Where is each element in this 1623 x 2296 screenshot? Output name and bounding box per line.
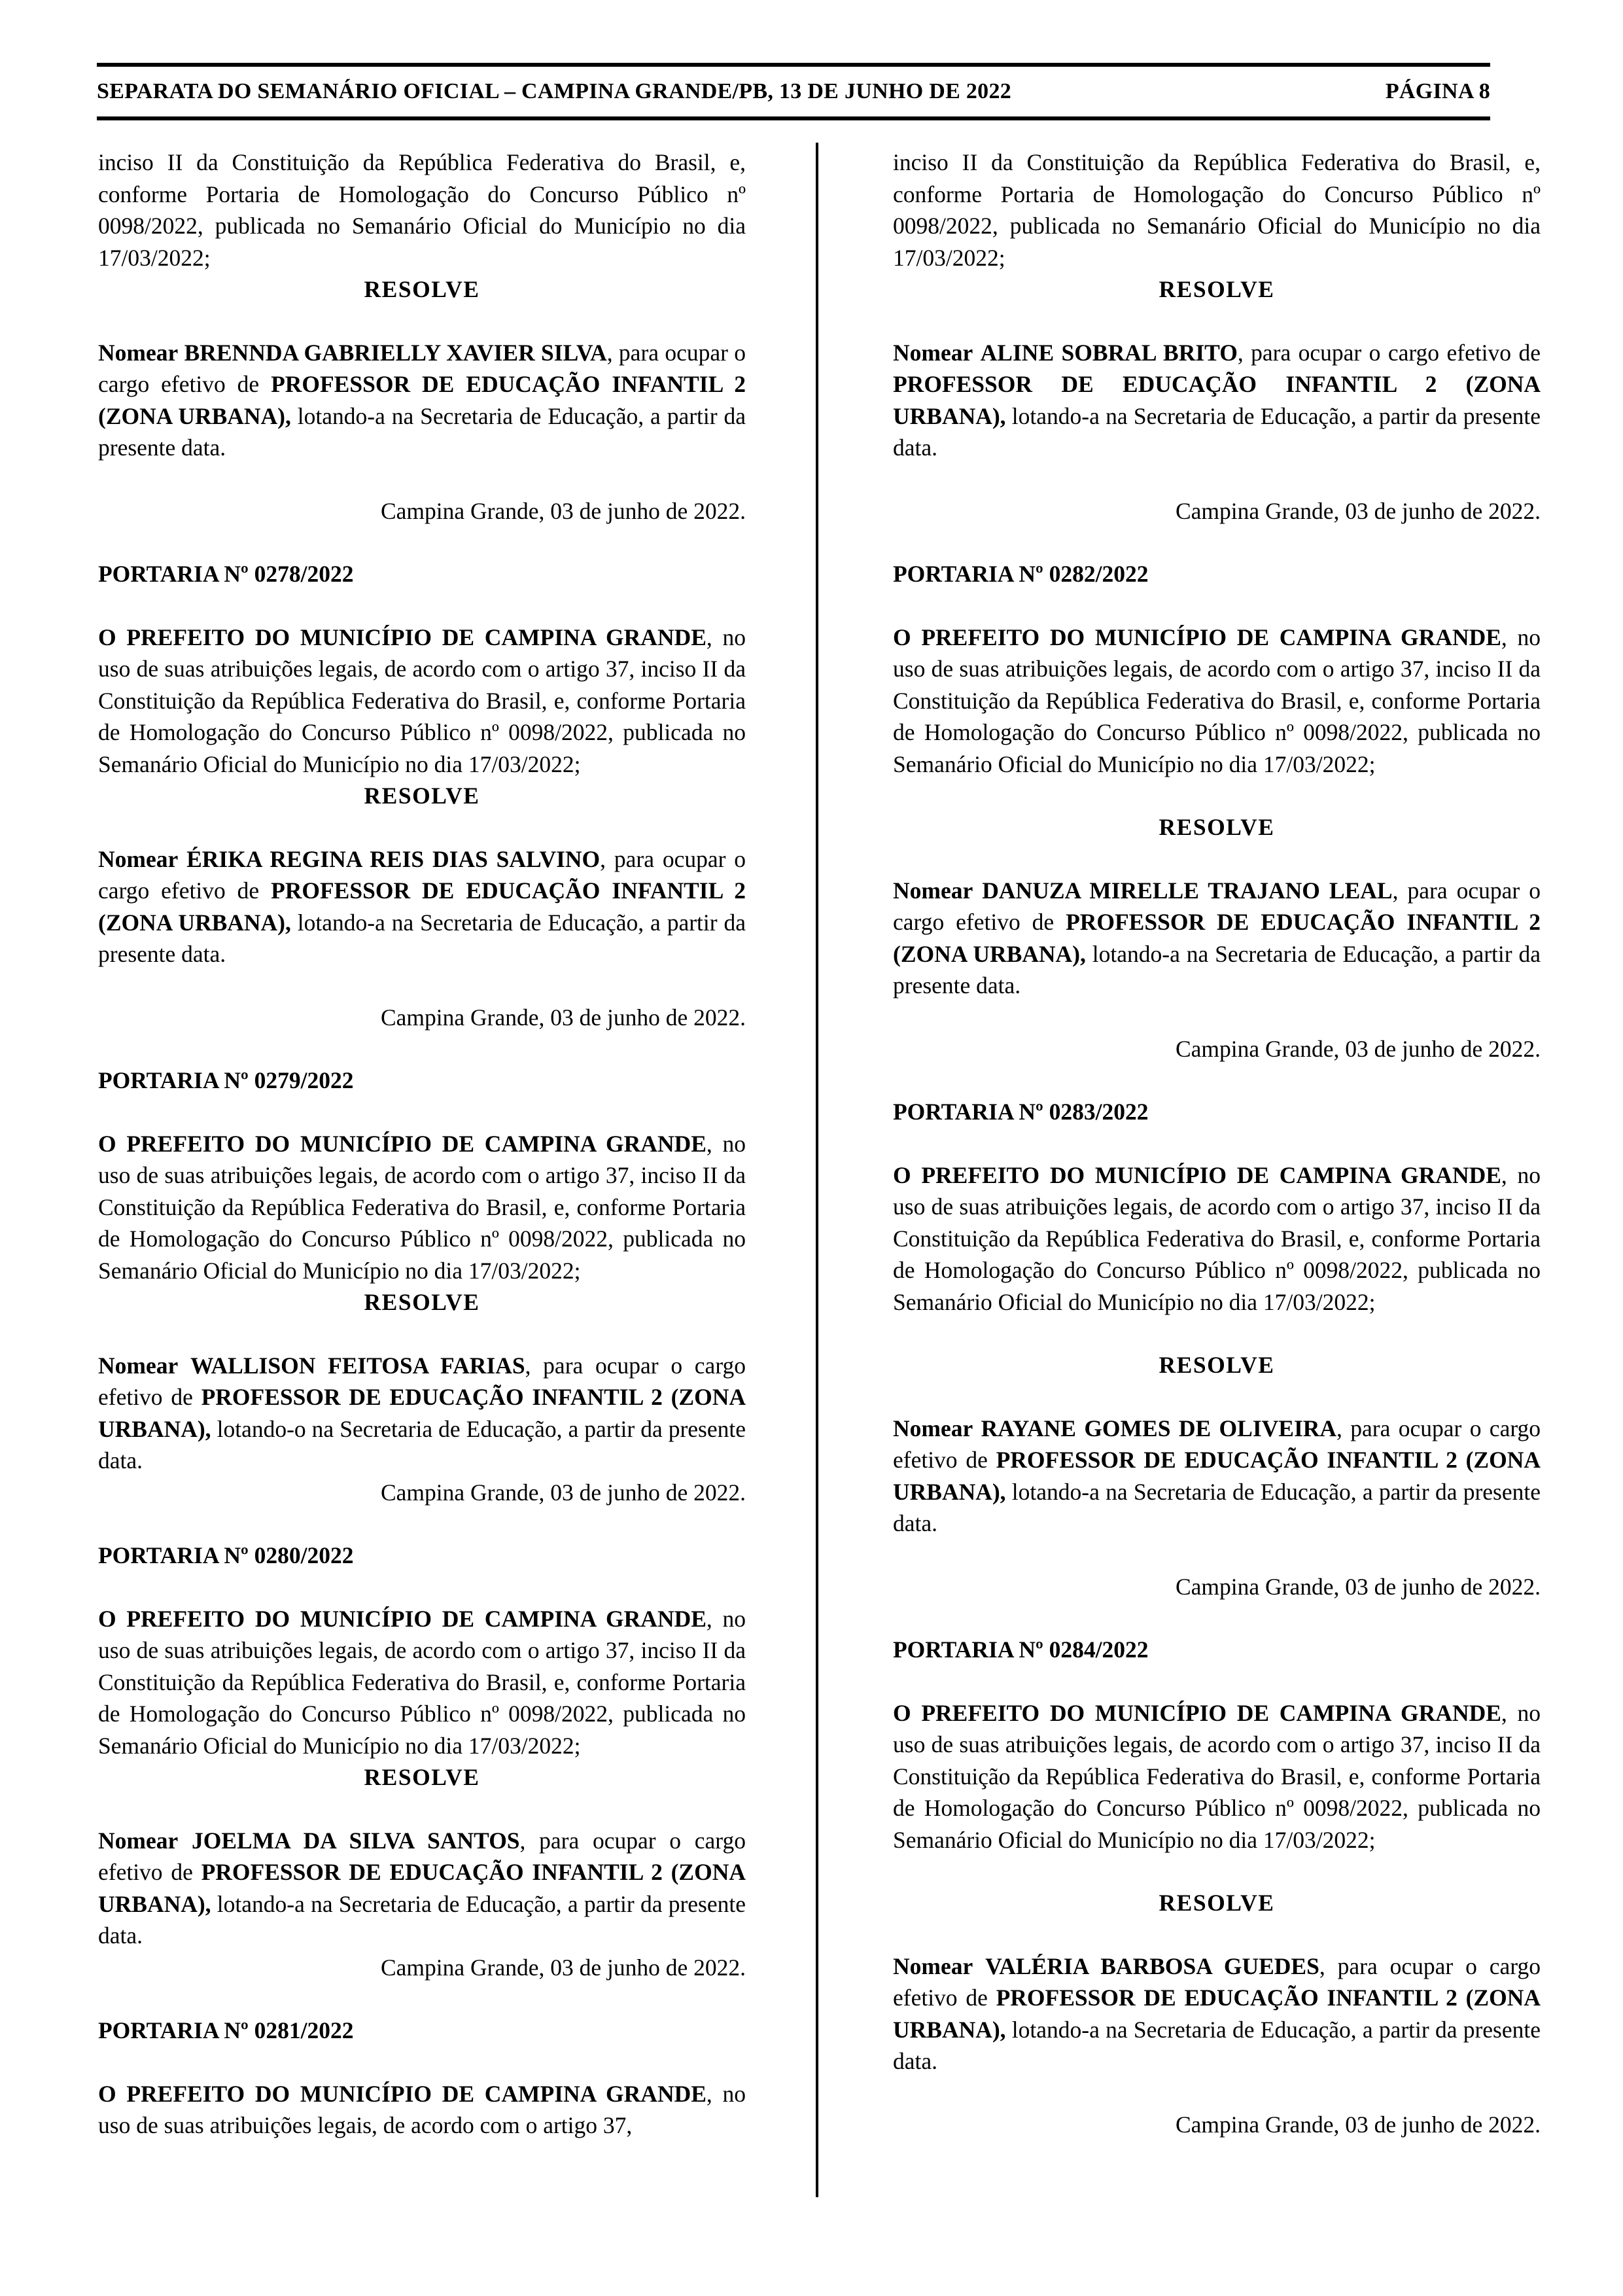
preamble-paragraph-partial: O PREFEITO DO MUNICÍPIO DE CAMPINA GRANDE, no uso de suas atribuições legais, de acordo com o artigo 37, [98, 2080, 746, 2138]
nomination-paragraph: Nomear JOELMA DA SILVA SANTOS, para ocupar o cargo efetivo de PROFESSOR DE EDUCAÇÃO INFANTIL 2 (ZONA URBANA), lotando-a na Secretaria de Educação, a partir da presente data. [98, 1827, 746, 1949]
portaria-title: PORTARIA Nº 0284/2022 [893, 1636, 1149, 1663]
preamble-paragraph: O PREFEITO DO MUNICÍPIO DE CAMPINA GRANDE, no uso de suas atribuições legais, de acordo com o artigo 37, inciso II da Constituição da República Federativa do Brasil, e, conforme Portaria de Homologação do Concurso Público nº 0098/2022, publicada no Semanário Oficial do Município no dia 17/03/2022; [98, 1605, 746, 1759]
continued-preamble: inciso II da Constituição da República Federativa do Brasil, e, conforme Portaria de Homologação do Concurso Público nº 0098/2022, publicada no Semanário Oficial do Município no dia 17/03/2022; [98, 149, 746, 271]
resolve-heading: RESOLVE [1159, 1352, 1275, 1378]
preamble-paragraph: O PREFEITO DO MUNICÍPIO DE CAMPINA GRANDE, no uso de suas atribuições legais, de acordo com o artigo 37, inciso II da Constituição da República Federativa do Brasil, e, conforme Portaria de Homologação do Concurso Público nº 0098/2022, publicada no Semanário Oficial do Município no dia 17/03/2022; [893, 1699, 1541, 1853]
signature-line: Campina Grande, 03 de junho de 2022. [380, 1954, 746, 1981]
nomination-paragraph: Nomear ÉRIKA REGINA REIS DIAS SALVINO, para ocupar o cargo efetivo de PROFESSOR DE EDUCAÇÃO INFANTIL 2 (ZONA URBANA), lotando-a na Secretaria de Educação, a partir da presente data. [98, 845, 746, 967]
portaria-title: PORTARIA Nº 0281/2022 [98, 2017, 354, 2043]
resolve-heading: RESOLVE [1159, 276, 1275, 302]
resolve-heading: RESOLVE [364, 1764, 480, 1790]
portaria-title: PORTARIA Nº 0282/2022 [893, 561, 1149, 587]
resolve-heading: RESOLVE [364, 783, 480, 809]
resolve-heading: RESOLVE [364, 1289, 480, 1315]
preamble-paragraph: O PREFEITO DO MUNICÍPIO DE CAMPINA GRANDE, no uso de suas atribuições legais, de acordo com o artigo 37, inciso II da Constituição da República Federativa do Brasil, e, conforme Portaria de Homologação do Concurso Público nº 0098/2022, publicada no Semanário Oficial do Município no dia 17/03/2022; [893, 1161, 1541, 1315]
preamble-paragraph: O PREFEITO DO MUNICÍPIO DE CAMPINA GRANDE, no uso de suas atribuições legais, de acordo com o artigo 37, inciso II da Constituição da República Federativa do Brasil, e, conforme Portaria de Homologação do Concurso Público nº 0098/2022, publicada no Semanário Oficial do Município no dia 17/03/2022; [893, 624, 1541, 777]
portaria-title: PORTARIA Nº 0280/2022 [98, 1542, 354, 1568]
preamble-paragraph: O PREFEITO DO MUNICÍPIO DE CAMPINA GRANDE, no uso de suas atribuições legais, de acordo com o artigo 37, inciso II da Constituição da República Federativa do Brasil, e, conforme Portaria de Homologação do Concurso Público nº 0098/2022, publicada no Semanário Oficial do Município no dia 17/03/2022; [98, 624, 746, 777]
portaria-title: PORTARIA Nº 0283/2022 [893, 1099, 1149, 1125]
nomination-paragraph: Nomear BRENNDA GABRIELLY XAVIER SILVA, para ocupar o cargo efetivo de PROFESSOR DE EDUCAÇÃO INFANTIL 2 (ZONA URBANA), lotando-a na Secretaria de Educação, a partir da presente data. [98, 339, 746, 461]
page-header [97, 63, 1490, 120]
resolve-heading: RESOLVE [1159, 814, 1275, 840]
nomination-paragraph: Nomear WALLISON FEITOSA FARIAS, para ocupar o cargo efetivo de PROFESSOR DE EDUCAÇÃO INFANTIL 2 (ZONA URBANA), lotando-o na Secretaria de Educação, a partir da presente data. [98, 1352, 746, 1474]
header-title: SEPARATA DO SEMANÁRIO OFICIAL – CAMPINA GRANDE/PB, 13 DE JUNHO DE 2022 [97, 79, 1012, 103]
continued-preamble: inciso II da Constituição da República Federativa do Brasil, e, conforme Portaria de Homologação do Concurso Público nº 0098/2022, publicada no Semanário Oficial do Município no dia 17/03/2022; [893, 149, 1541, 271]
resolve-heading: RESOLVE [1159, 1890, 1275, 1916]
right-column [893, 147, 1541, 2140]
signature-line: Campina Grande, 03 de junho de 2022. [380, 1479, 746, 1506]
signature-line: Campina Grande, 03 de junho de 2022. [380, 497, 746, 524]
nomination-paragraph: Nomear DANUZA MIRELLE TRAJANO LEAL, para ocupar o cargo efetivo de PROFESSOR DE EDUCAÇÃO INFANTIL 2 (ZONA URBANA), lotando-a na Secretaria de Educação, a partir da presente data. [893, 877, 1541, 998]
signature-line: Campina Grande, 03 de junho de 2022. [1175, 1573, 1541, 1600]
column-divider [816, 143, 818, 2197]
signature-line: Campina Grande, 03 de junho de 2022. [1175, 497, 1541, 524]
left-column [98, 147, 746, 2142]
signature-line: Campina Grande, 03 de junho de 2022. [1175, 1035, 1541, 1062]
signature-line: Campina Grande, 03 de junho de 2022. [1175, 2111, 1541, 2138]
preamble-paragraph: O PREFEITO DO MUNICÍPIO DE CAMPINA GRANDE, no uso de suas atribuições legais, de acordo com o artigo 37, inciso II da Constituição da República Federativa do Brasil, e, conforme Portaria de Homologação do Concurso Público nº 0098/2022, publicada no Semanário Oficial do Município no dia 17/03/2022; [98, 1130, 746, 1284]
portaria-title: PORTARIA Nº 0279/2022 [98, 1067, 354, 1093]
nomination-paragraph: Nomear ALINE SOBRAL BRITO, para ocupar o cargo efetivo de PROFESSOR DE EDUCAÇÃO INFANTIL 2 (ZONA URBANA), lotando-a na Secretaria de Educação, a partir da presente data. [893, 339, 1541, 461]
signature-line: Campina Grande, 03 de junho de 2022. [380, 1004, 746, 1031]
header-page-number: PÁGINA 8 [1385, 79, 1490, 103]
resolve-heading: RESOLVE [364, 276, 480, 302]
nomination-paragraph: Nomear VALÉRIA BARBOSA GUEDES, para ocupar o cargo efetivo de PROFESSOR DE EDUCAÇÃO INFANTIL 2 (ZONA URBANA), lotando-a na Secretaria de Educação, a partir da presente data. [893, 1952, 1541, 2074]
nomination-paragraph: Nomear RAYANE GOMES DE OLIVEIRA, para ocupar o cargo efetivo de PROFESSOR DE EDUCAÇÃO INFANTIL 2 (ZONA URBANA), lotando-a na Secretaria de Educação, a partir da presente data. [893, 1415, 1541, 1536]
portaria-title: PORTARIA Nº 0278/2022 [98, 561, 354, 587]
